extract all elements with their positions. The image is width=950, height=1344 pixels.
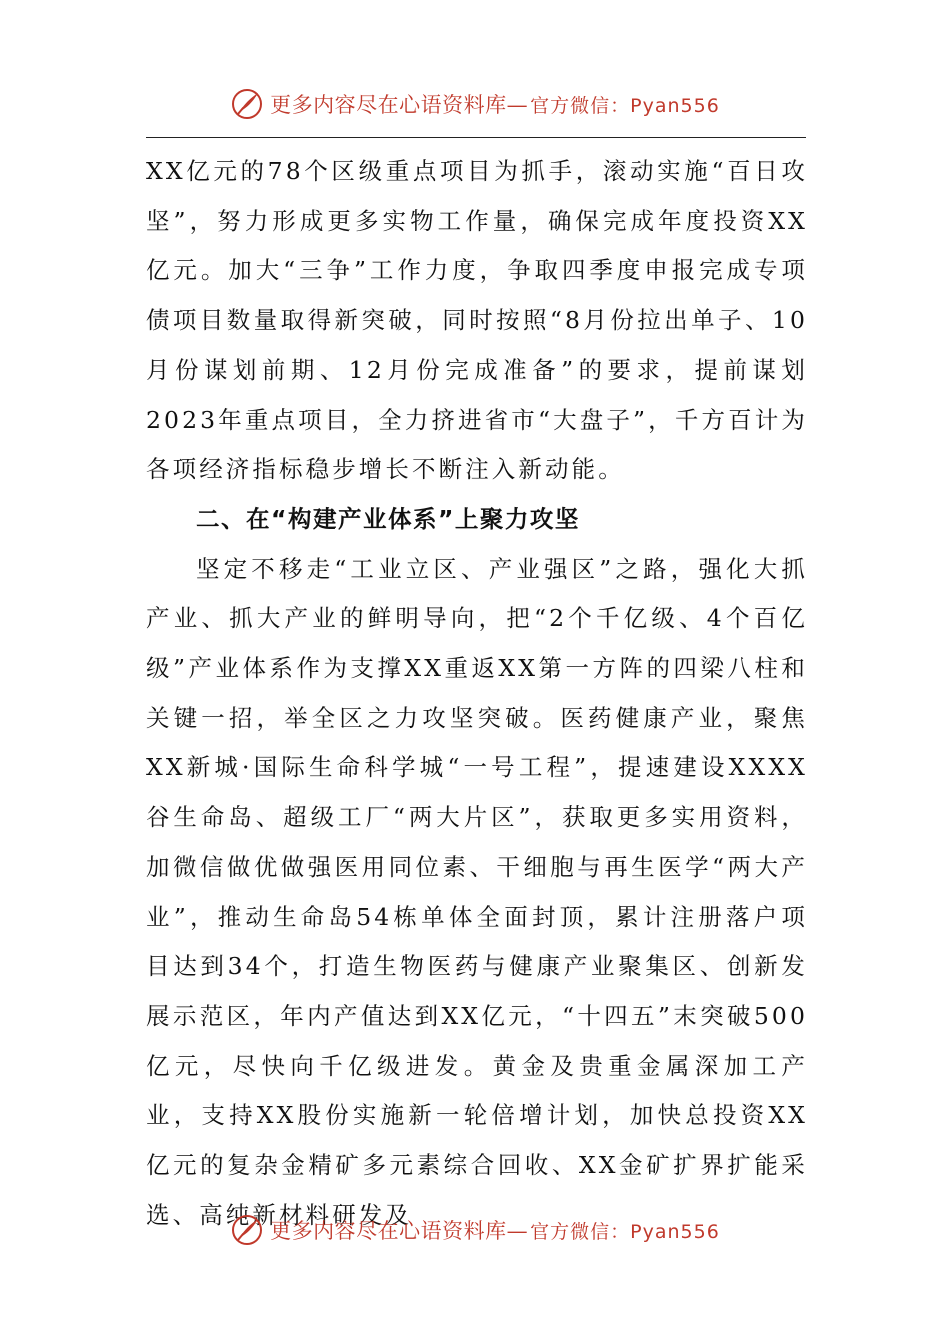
paragraph-2: 坚定不移走“工业立区、产业强区”之路，强化大抓产业、抓大产业的鲜明导向，把“2个千亿级、4个百亿级”产业体系作为支撑XX重返XX第一方阵的四梁八柱和关键一招，举全区之力攻坚突破。医药健康产业，聚焦XX新城·国际生命科学城“一号工程”，提速建设XXXX谷生命岛、超级工厂“两大片区”，获取更多实用资料，加微信做优做强医用同位素、干细胞与再生医学“两大产业”，推动生命岛54栋单体全面封顶，累计注册落户项目达到34个，打造生物医药与健康产业聚集区、创新发展示范区，年内产值达到XX亿元，“十四五”末突破500亿元，尽快向千亿级进发。黄金及贵重金属深加工产业，支持XX股份实施新一轮倍增计划，加快总投资XX亿元的复杂金精矿多元素综合回收、XX金矿扩界扩能采选、高纯新材料研发及 — [146, 554, 808, 1229]
watermark-brand-text: 更多内容尽在心语资料库— — [270, 93, 529, 117]
paragraph-1: XX亿元的78个区级重点项目为抓手，滚动实施“百日攻坚”，努力形成更多实物工作量，确保完成年度投资XX亿元。加大“三争”工作力度，争取四季度申报完成专项债项目数量取得新突破，同时按照“8月份拉出单子、10月份谋划前期、12月份完成准备”的要求，提前谋划2023年重点项目，全力挤进省市“大盘子”，千方百计为各项经济指标稳步增长不断注入新动能。 — [146, 157, 808, 484]
watermark-contact-text: 官方微信：Pyan556 — [530, 1220, 720, 1243]
quill-pen-logo-icon — [230, 1213, 264, 1247]
watermark-contact-text: 官方微信：Pyan556 — [530, 94, 720, 117]
header-divider — [146, 137, 806, 138]
section-heading-2: 二、在“构建产业体系”上聚力攻坚 — [196, 504, 580, 533]
watermark-banner-top — [0, 82, 950, 126]
quill-pen-logo-icon — [230, 87, 264, 121]
watermark-banner-bottom — [0, 1208, 950, 1252]
watermark-brand-text: 更多内容尽在心语资料库— — [270, 1219, 529, 1243]
document-body — [146, 147, 808, 1240]
